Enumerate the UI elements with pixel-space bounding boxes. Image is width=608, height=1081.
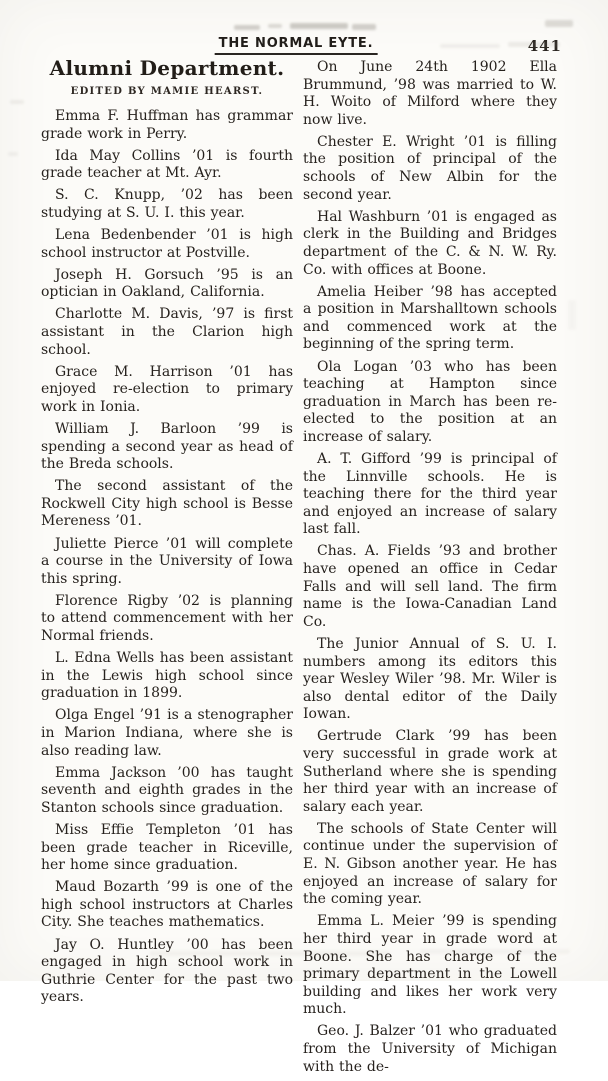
page-number: 441 <box>527 37 562 55</box>
paragraph: Emma F. Huffman has grammar grade work in Perry. <box>41 108 293 142</box>
paragraph: Grace M. Harrison ’01 has enjoyed re-election to primary work in Ionia. <box>41 363 293 415</box>
left-column <box>41 58 293 1011</box>
paragraph: William J. Barloon ’99 is spending a second year as head of the Breda schools. <box>41 421 293 473</box>
paragraph: Amelia Heiber ’98 has accepted a position in Marshalltown schools and commenced work at the beginning of the spring term. <box>303 283 557 353</box>
paragraph: Gertrude Clark ’99 has been very successful in grade work at Sutherland where she is spending her third year with an increase of salary each year. <box>303 728 557 815</box>
paragraph: Joseph H. Gorsuch ’95 is an optician in Oakland, California. <box>41 266 293 301</box>
scan-noise <box>545 20 573 27</box>
scan-noise <box>568 300 576 330</box>
paragraph: Hal Washburn ’01 is engaged as clerk in the Building and Bridges department of the C. & N. W. Ry. Co. with offices at Boone. <box>303 208 557 278</box>
paragraph: Chester E. Wright ’01 is filling the position of principal of the schools of New Albin for the second year. <box>303 133 557 203</box>
paragraph: Lena Bedenbender ’01 is high school instructor at Postville. <box>41 227 293 261</box>
paragraph: The schools of State Center will continue under the supervision of E. N. Gibson another year. He has enjoyed an increase of salary for the coming year. <box>303 820 557 908</box>
paragraph: Geo. J. Balzer ’01 who graduated from the University of Michigan with the de- <box>303 1023 557 1075</box>
paragraph: Ola Logan ’03 who has been teaching at Hampton since graduation in March has been re-elected to the position at an increase of salary. <box>303 358 557 445</box>
scan-noise <box>268 24 282 28</box>
paragraph: On June 24th 1902 Ella Brummund, ’98 was married to W. H. Woito of Milford where they now live. <box>303 59 557 128</box>
paragraph: Maud Bozarth ’99 is one of the high school instructors at Charles City. She teaches mathematics. <box>41 879 293 931</box>
scan-noise <box>352 24 376 30</box>
scan-noise <box>508 42 560 47</box>
paragraph: Olga Engel ’91 is a stenographer in Marion Indiana, where she is also reading law. <box>41 707 293 759</box>
scan-noise <box>234 25 260 30</box>
paragraph: Ida May Collins ’01 is fourth grade teacher at Mt. Ayr. <box>41 147 293 182</box>
scan-noise <box>10 100 24 104</box>
paragraph: Emma Jackson ’00 has taught seventh and eighth grades in the Stanton schools since graduation. <box>41 764 293 816</box>
paragraph: Emma L. Meier ’99 is spending her third year in grade word at Boone. She has charge of the primary department in the Lowell building and likes her work very much. <box>303 913 557 1018</box>
running-header <box>0 36 608 58</box>
scan-noise <box>8 152 18 156</box>
paragraph: Florence Rigby ’02 is planning to attend commencement with her Normal friends. <box>41 592 293 645</box>
right-column <box>303 59 557 1081</box>
paragraph: L. Edna Wells has been assistant in the Lewis high school since graduation in 1899. <box>41 650 293 702</box>
section-heading: Alumni Department. <box>49 56 285 80</box>
paragraph: Juliette Pierce ’01 will complete a course in the University of Iowa this spring. <box>41 535 293 587</box>
scan-noise <box>440 44 500 48</box>
paragraph: Miss Effie Templeton ’01 has been grade teacher in Riceville, her home since graduation. <box>41 821 293 874</box>
paragraph: Jay O. Huntley ’00 has been engaged in high school work in Guthrie Center for the past two years. <box>41 936 293 1006</box>
scan-noise <box>420 949 570 954</box>
paragraph: S. C. Knupp, ’02 has been studying at S. U. I. this year. <box>41 187 293 221</box>
paragraph: Chas. A. Fields ’93 and brother have opened an office in Cedar Falls and will sell land. The firm name is the Iowa-Canadian Land Co. <box>303 543 557 630</box>
scan-noise <box>290 23 348 29</box>
editor-byline: EDITED BY MAMIE HEARST. <box>70 86 264 97</box>
journal-title: THE NORMAL EYTE. <box>215 36 378 55</box>
paragraph: The second assistant of the Rockwell City high school is Besse Mereness ’01. <box>41 478 293 530</box>
paragraph: The Junior Annual of S. U. I. numbers among its editors this year Wesley Wiler ’98. Mr. Wiler is also dental editor of the Daily Iowan. <box>303 635 557 723</box>
scan-noise <box>150 951 390 956</box>
paragraph: Charlotte M. Davis, ’97 is first assistant in the Clarion high school. <box>41 306 293 358</box>
paragraph: A. T. Gifford ’99 is principal of the Linnville schools. He is teaching there for the third year and enjoyed an increase of salary last fall. <box>303 450 557 538</box>
